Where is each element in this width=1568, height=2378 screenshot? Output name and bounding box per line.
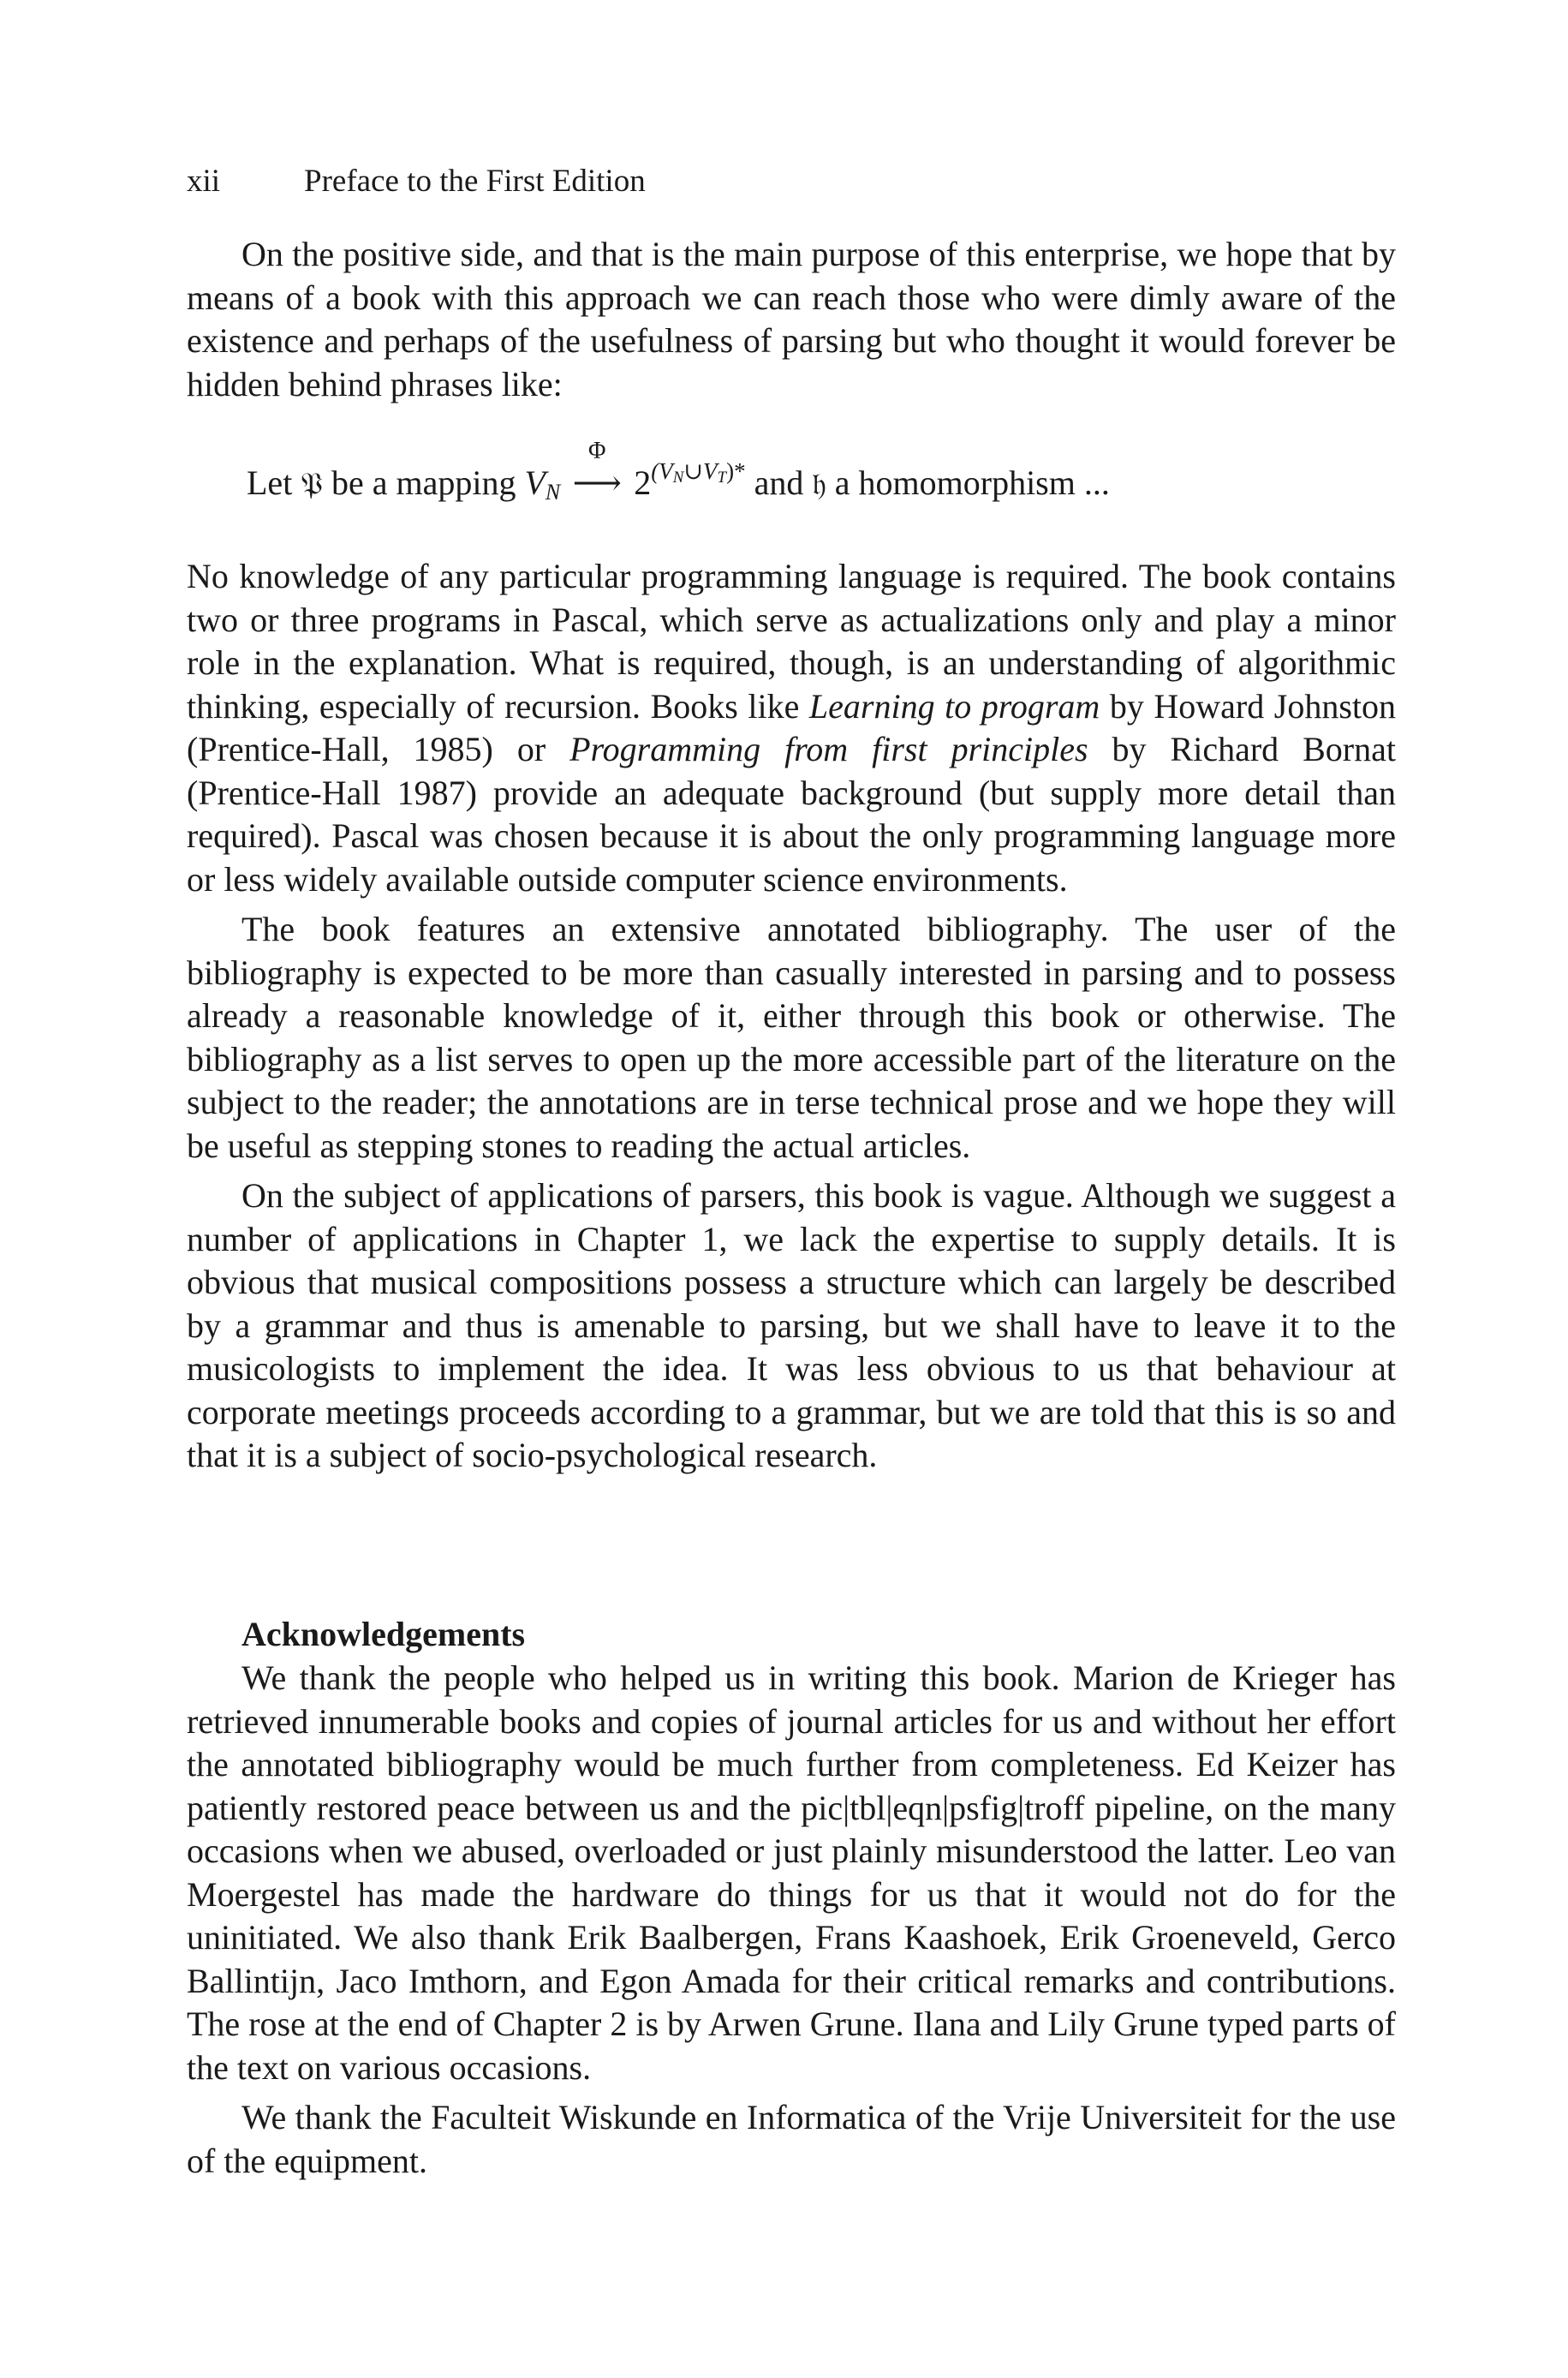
- knowledge-part1: No knowledge of any particular programming language is required. The book contains two or three programs in Pascal, which serve as actualizations only and play a minor role in the explanation. What is required, though, is an understanding of algorithmic thinking, especially of recursion. Books like: [187, 557, 1396, 726]
- math-arrow: [569, 438, 625, 505]
- paragraph-applications: On the subject of applications of parsers, this book is vague. Although we suggest a number of applications in Chapter 1, we lack the expertise to supply details. It is obvious that musical compositions possess a structure which can largely be described by a grammar and thus is amenable to parsing, but we shall have to leave it to the musicologists to implement the idea. It was less obvious to us that behaviour at corporate meetings proceeds according to a grammar, but we are told that this is so and that it is a subject of socio-psychological research.: [187, 1176, 1396, 1474]
- math-exp-close: )*: [726, 458, 746, 484]
- math-be-a-mapping: be a mapping: [331, 463, 516, 502]
- math-arrow-label: Φ: [588, 438, 606, 464]
- math-frak-p: 𝔓: [301, 467, 323, 502]
- math-tail: a homomorphism ...: [834, 463, 1110, 502]
- book-title-programming: Programming from first principles: [569, 730, 1088, 768]
- math-frak-h: 𝔥: [812, 467, 826, 502]
- math-two: 2: [634, 463, 652, 502]
- book-title-learning: Learning to program: [808, 686, 1100, 726]
- math-and: and: [754, 463, 804, 502]
- math-sub-n: N: [545, 480, 561, 505]
- main-block: [187, 555, 1396, 1478]
- knowledge-part3: by Richard Bornat (Prentice-Hall 1987) provide an adequate background (but supply more detail than required). Pascal was chosen because it is about the only programming language more or less widely available outside computer science environments.: [187, 730, 1396, 899]
- math-exp-sub-n: N: [672, 469, 684, 487]
- page-number: xii: [187, 164, 221, 199]
- intro-block: [187, 233, 1396, 406]
- paragraph-bibliography: The book features an extensive annotated bibliography. The user of the bibliography is expected to be more than casually interested in parsing and to possess already a reasonable knowledge of it, either through this book or otherwise. The bibliography as a list serves to open up the more accessible part of the literature on the subject to the reader; the annotations are in terse technical prose and we hope they will be useful as stepping stones to reading the actual articles.: [187, 910, 1396, 1165]
- math-display: [247, 438, 1110, 514]
- paragraph-knowledge: [187, 555, 1396, 901]
- math-v: V: [524, 463, 546, 502]
- acknowledgements-paragraph-2: We thank the Faculteit Wiskunde en Informatica of the Vrije Universiteit for the use of the equipment.: [187, 2098, 1396, 2180]
- math-let: Let: [247, 463, 293, 502]
- section-heading: Acknowledgements: [241, 1615, 526, 1653]
- math-exp-sub-t: T: [717, 469, 727, 487]
- math-exp-cup: ∪V: [683, 458, 718, 484]
- math-exponent: [651, 458, 746, 487]
- intro-paragraph: On the positive side, and that is the main purpose of this enterprise, we hope that by means of a book with this approach we can reach those who were dimly aware of the existence and perhaps of the usefulness of parsing but who thought it would forever be hidden behind phrases like:: [187, 235, 1396, 403]
- math-exp-open: (V: [651, 458, 673, 484]
- running-title: Preface to the First Edition: [304, 164, 646, 199]
- math-arrow-line: ⟶: [572, 463, 622, 502]
- running-header: [187, 163, 646, 200]
- acknowledgements-block: [187, 1657, 1396, 2183]
- knowledge-part2: by Howard Johnston (Prentice-Hall, 1985) or: [187, 686, 1397, 768]
- acknowledgements-paragraph-1: We thank the people who helped us in writing this book. Marion de Krieger has retrieved innumerable books and copies of journal articles for us and without her effort the annotated bibliography would be much further from completeness. Ed Keizer has patiently restored peace between us and the pic|tbl|eqn|psfig|troff pipeline, on the many occasions when we abused, overloaded or just plainly misunderstood the latter. Leo van Moergestel has made the hardware do things for us that it would not do for the uninitiated. We also thank Erik Baalbergen, Frans Kaashoek, Erik Groeneveld, Gerco Ballintijn, Jaco Imthorn, and Egon Amada for their critical remarks and contributions. The rose at the end of Chapter 2 is by Arwen Grune. Ilana and Lily Grune typed parts of the text on various occasions.: [187, 1658, 1396, 2087]
